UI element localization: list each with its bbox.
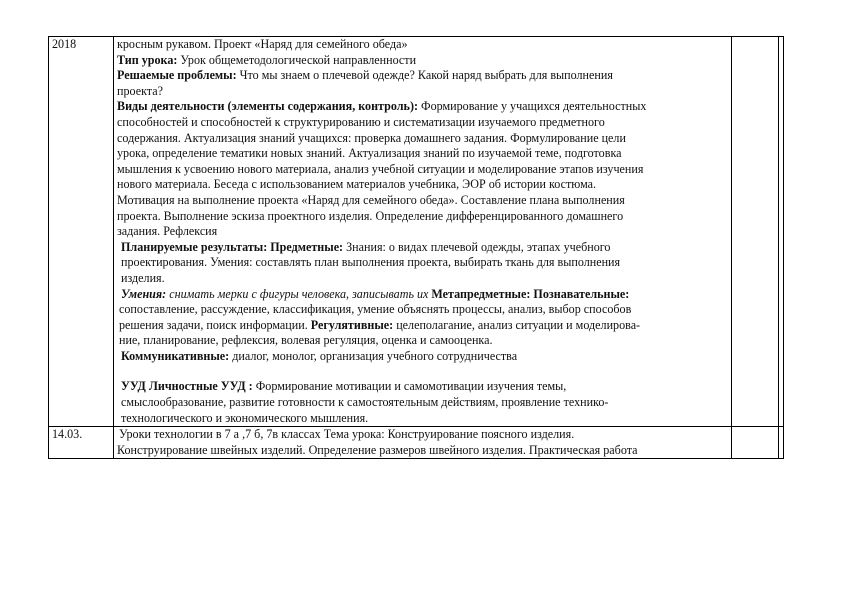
- text-line: [117, 287, 728, 303]
- text-run: Формирование мотивации и самомотивации изучения темы,: [252, 379, 567, 394]
- text-run: Формирование у учащихся деятельностных: [418, 99, 647, 114]
- empty-cell: [779, 427, 784, 459]
- text-run: изделия.: [121, 270, 165, 285]
- text-line: [117, 131, 728, 147]
- text-run: Знания: о видах плечевой одежды, этапах учебного: [343, 239, 611, 254]
- date-cell: 2018: [49, 37, 114, 427]
- text-run: Уроки технологии в 7 а ,7 б, 7в классах Тема урока: Конструирование поясного изделия.: [119, 427, 575, 442]
- text-line: [117, 146, 728, 162]
- text-line: [117, 318, 728, 334]
- text-run: смыслообразование, развитие готовности к самостоятельным действиям, проявление технико-: [121, 395, 609, 410]
- text-line: [117, 84, 728, 100]
- text-line: [117, 333, 728, 349]
- text-line: [117, 443, 728, 459]
- text-line: [117, 302, 728, 318]
- text-run: технологического и экономического мышления.: [121, 410, 369, 425]
- date-cell: 14.03.: [49, 427, 114, 459]
- text-line: [117, 395, 728, 411]
- bold-label: Планируемые результаты: Предметные:: [121, 239, 344, 254]
- text-run: способностей и способностей к структурированию и систематизации изучаемого предметного: [117, 114, 605, 129]
- text-run: Что мы знаем о плечевой одежде? Какой наряд выбрать для выполнения: [236, 68, 613, 83]
- text-run: Урок общеметодологической направленности: [177, 52, 417, 67]
- text-run: задания. Рефлексия: [117, 224, 218, 239]
- text-line: [117, 99, 728, 115]
- text-run: мышления к усвоению нового материала, анализ учебной ситуации и моделирование этапов изучения: [117, 161, 644, 176]
- bold-label: Тип урока:: [117, 52, 178, 67]
- empty-cell: [732, 37, 779, 427]
- text-run: целеполагание, анализ ситуации и моделирова-: [393, 317, 641, 332]
- blank-line: [117, 364, 728, 379]
- text-run: Мотивация на выполнение проекта «Наряд для семейного обеда». Составление плана выполнения: [117, 192, 625, 207]
- lesson-content-cell: [114, 427, 732, 459]
- text-line: [117, 193, 728, 209]
- bold-label: Решаемые проблемы:: [117, 68, 237, 83]
- text-line: [117, 349, 728, 365]
- text-line: [117, 240, 728, 256]
- text-line: [117, 115, 728, 131]
- bold-label: УУД Личностные УУД :: [121, 379, 253, 394]
- bold-label: Умения:: [121, 286, 167, 301]
- text-line: [117, 37, 728, 53]
- text-line: [117, 427, 728, 443]
- text-line: [117, 162, 728, 178]
- bold-label: Метапредметные: Познавательные:: [431, 286, 630, 301]
- text-run: урока, определение тематики новых знаний. Актуализация знаний по изучаемой теме, подготовка: [117, 146, 622, 161]
- text-run: решения задачи, поиск информации.: [119, 317, 311, 332]
- empty-cell: [732, 427, 779, 459]
- bold-label: Виды деятельности (элементы содержания, контроль):: [117, 99, 418, 114]
- bold-label: Коммуникативные:: [121, 348, 230, 363]
- text-line: [117, 379, 728, 395]
- text-run: диалог, монолог, организация учебного сотрудничества: [229, 348, 518, 363]
- bold-label: Регулятивные:: [310, 317, 394, 332]
- table-row: [49, 37, 784, 427]
- text-run: кросным рукавом. Проект «Наряд для семейного обеда»: [117, 37, 408, 51]
- table-row: [49, 427, 784, 459]
- text-line: [117, 209, 728, 225]
- text-run: сопоставление, рассуждение, классификация, умение объяснять процессы, анализ, выбор способов: [119, 302, 632, 317]
- text-run: Конструирование швейных изделий. Определение размеров швейного изделия. Практическая работа: [117, 442, 638, 457]
- text-line: [117, 255, 728, 271]
- text-run: содержания. Актуализация знаний учащихся: проверка домашнего задания. Формулирование цели: [117, 130, 626, 145]
- empty-cell: [779, 37, 784, 427]
- text-line: [117, 68, 728, 84]
- text-run: снимать мерки с фигуры человека, записывать их: [166, 286, 432, 301]
- text-line: [117, 411, 728, 427]
- text-line: [117, 177, 728, 193]
- text-run: нового материала. Беседа с использованием материалов учебника, ЭОР об истории костюма.: [117, 177, 597, 192]
- text-line: [117, 271, 728, 287]
- text-run: проекта?: [117, 83, 163, 98]
- text-run: проекта. Выполнение эскиза проектного изделия. Определение дифференцированного домашнего: [117, 208, 624, 223]
- lesson-content-cell: [114, 37, 732, 427]
- text-line: [117, 224, 728, 240]
- lesson-plan-table: [48, 36, 784, 459]
- text-line: [117, 53, 728, 69]
- text-run: ние, планирование, рефлексия, волевая регуляция, оценка и самооценка.: [119, 333, 493, 348]
- text-run: проектирования. Умения: составлять план выполнения проекта, выбирать ткань для выполнения: [121, 255, 621, 270]
